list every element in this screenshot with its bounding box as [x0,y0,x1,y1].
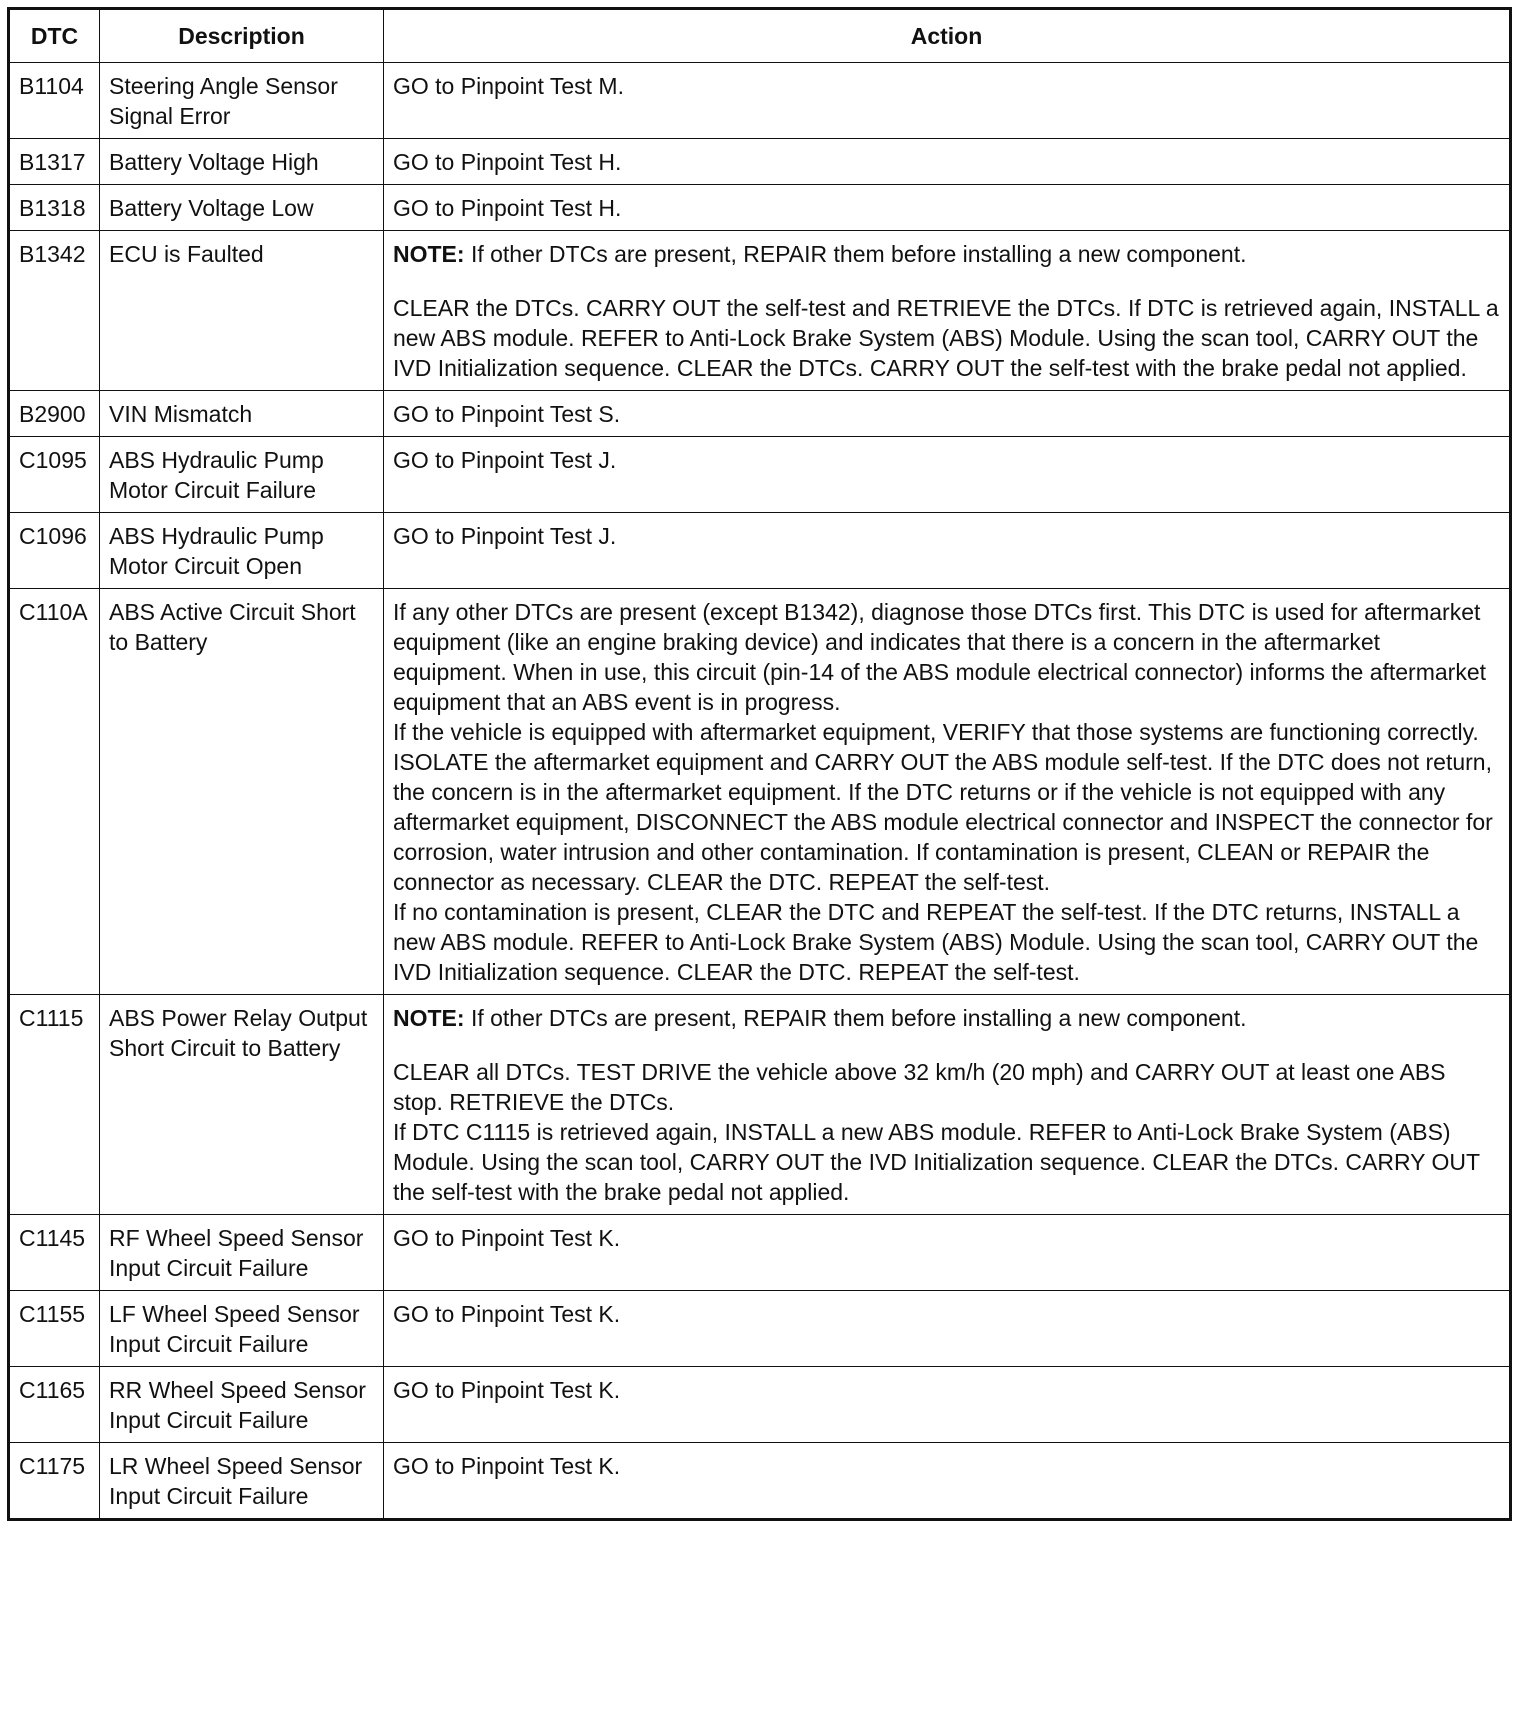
action-paragraph: GO to Pinpoint Test J. [393,523,617,549]
dtc-action [384,185,1511,231]
note-label: NOTE: [393,241,465,267]
dtc-description: Battery Voltage High [100,139,384,185]
header-dtc: DTC [9,9,100,63]
action-paragraph: If no contamination is present, CLEAR the DTC and REPEAT the self-test. If the DTC returns, INSTALL a new ABS module. REFER to Anti-Lock Brake System (ABS) Module. Using the scan tool, CARRY OUT the IVD Initialization sequence. CLEAR the DTC. REPEAT the self-test. [393,899,1479,985]
dtc-description: LR Wheel Speed Sensor Input Circuit Failure [100,1443,384,1520]
dtc-action [384,513,1511,589]
dtc-code: C1096 [9,513,100,589]
action-paragraph: CLEAR the DTCs. CARRY OUT the self-test and RETRIEVE the DTCs. If DTC is retrieved again, INSTALL a new ABS module. REFER to Anti-Lock Brake System (ABS) Module. Using the scan tool, CARRY OUT the IVD Initialization sequence. CLEAR the DTCs. CARRY OUT the self-test with the brake pedal not applied. [393,295,1499,381]
dtc-description: VIN Mismatch [100,391,384,437]
dtc-description: RR Wheel Speed Sensor Input Circuit Failure [100,1367,384,1443]
table-row [9,1443,1511,1520]
dtc-code: C1115 [9,995,100,1215]
action-paragraph: GO to Pinpoint Test J. [393,447,617,473]
action-paragraph: If the vehicle is equipped with aftermarket equipment, VERIFY that those systems are functioning correctly. ISOLATE the aftermarket equipment and CARRY OUT the ABS module self-test. If the DTC does not return, the concern is in the aftermarket equipment. If the DTC returns or if the vehicle is not equipped with any aftermarket equipment, DISCONNECT the ABS module electrical connector and INSPECT the connector for corrosion, water intrusion and other contamination. If contamination is present, CLEAN or REPAIR the connector as necessary. CLEAR the DTC. REPEAT the self-test. [393,719,1493,895]
dtc-description: ABS Active Circuit Short to Battery [100,589,384,995]
table-row [9,1367,1511,1443]
dtc-description: ABS Hydraulic Pump Motor Circuit Open [100,513,384,589]
dtc-action [384,231,1511,391]
table-row [9,589,1511,995]
action-paragraph: GO to Pinpoint Test M. [393,73,624,99]
dtc-code: C1165 [9,1367,100,1443]
dtc-action [384,1443,1511,1520]
dtc-action [384,63,1511,139]
table-row [9,995,1511,1215]
dtc-description: Battery Voltage Low [100,185,384,231]
table-row [9,63,1511,139]
dtc-code: C1155 [9,1291,100,1367]
table-row [9,513,1511,589]
action-paragraph: GO to Pinpoint Test H. [393,195,622,221]
table-header-row [9,9,1511,63]
dtc-code: B1317 [9,139,100,185]
action-paragraph: If DTC C1115 is retrieved again, INSTALL a new ABS module. REFER to Anti-Lock Brake System (ABS) Module. Using the scan tool, CARRY OUT the IVD Initialization sequence. CLEAR the DTCs. CARRY OUT the self-test with the brake pedal not applied. [393,1119,1480,1205]
dtc-description: ABS Power Relay Output Short Circuit to Battery [100,995,384,1215]
action-paragraph: GO to Pinpoint Test H. [393,149,622,175]
table-row [9,391,1511,437]
dtc-action [384,437,1511,513]
dtc-action [384,1215,1511,1291]
dtc-code: C110A [9,589,100,995]
dtc-action [384,1367,1511,1443]
note-paragraph [393,239,1500,269]
action-paragraph: GO to Pinpoint Test K. [393,1225,621,1251]
dtc-code: B1318 [9,185,100,231]
dtc-action [384,391,1511,437]
table-row [9,185,1511,231]
action-paragraph: If any other DTCs are present (except B1342), diagnose those DTCs first. This DTC is used for aftermarket equipment (like an engine braking device) and indicates that there is a concern in the aftermarket equipment. When in use, this circuit (pin-14 of the ABS module electrical connector) informs the aftermarket equipment that an ABS event is in progress. [393,599,1487,715]
action-paragraph: GO to Pinpoint Test S. [393,401,621,427]
dtc-action [384,139,1511,185]
dtc-code: B2900 [9,391,100,437]
table-row [9,231,1511,391]
dtc-code: B1104 [9,63,100,139]
dtc-table [7,7,1512,1521]
note-label: NOTE: [393,1005,465,1031]
dtc-description: ABS Hydraulic Pump Motor Circuit Failure [100,437,384,513]
dtc-description: Steering Angle Sensor Signal Error [100,63,384,139]
table-row [9,1215,1511,1291]
header-action: Action [384,9,1511,63]
dtc-action [384,995,1511,1215]
action-paragraph: CLEAR all DTCs. TEST DRIVE the vehicle above 32 km/h (20 mph) and CARRY OUT at least one ABS stop. RETRIEVE the DTCs. [393,1059,1446,1115]
action-paragraph: GO to Pinpoint Test K. [393,1377,621,1403]
table-body [9,63,1511,1520]
note-paragraph [393,1003,1500,1033]
note-text: If other DTCs are present, REPAIR them before installing a new component. [464,241,1247,267]
header-description: Description [100,9,384,63]
action-paragraph: GO to Pinpoint Test K. [393,1453,621,1479]
dtc-code: C1145 [9,1215,100,1291]
dtc-description: ECU is Faulted [100,231,384,391]
dtc-code: B1342 [9,231,100,391]
dtc-code: C1175 [9,1443,100,1520]
table-row [9,437,1511,513]
table-row [9,139,1511,185]
note-text: If other DTCs are present, REPAIR them before installing a new component. [464,1005,1247,1031]
dtc-action [384,1291,1511,1367]
table-row [9,1291,1511,1367]
dtc-code: C1095 [9,437,100,513]
action-paragraph: GO to Pinpoint Test K. [393,1301,621,1327]
dtc-description: RF Wheel Speed Sensor Input Circuit Failure [100,1215,384,1291]
dtc-action [384,589,1511,995]
dtc-description: LF Wheel Speed Sensor Input Circuit Failure [100,1291,384,1367]
